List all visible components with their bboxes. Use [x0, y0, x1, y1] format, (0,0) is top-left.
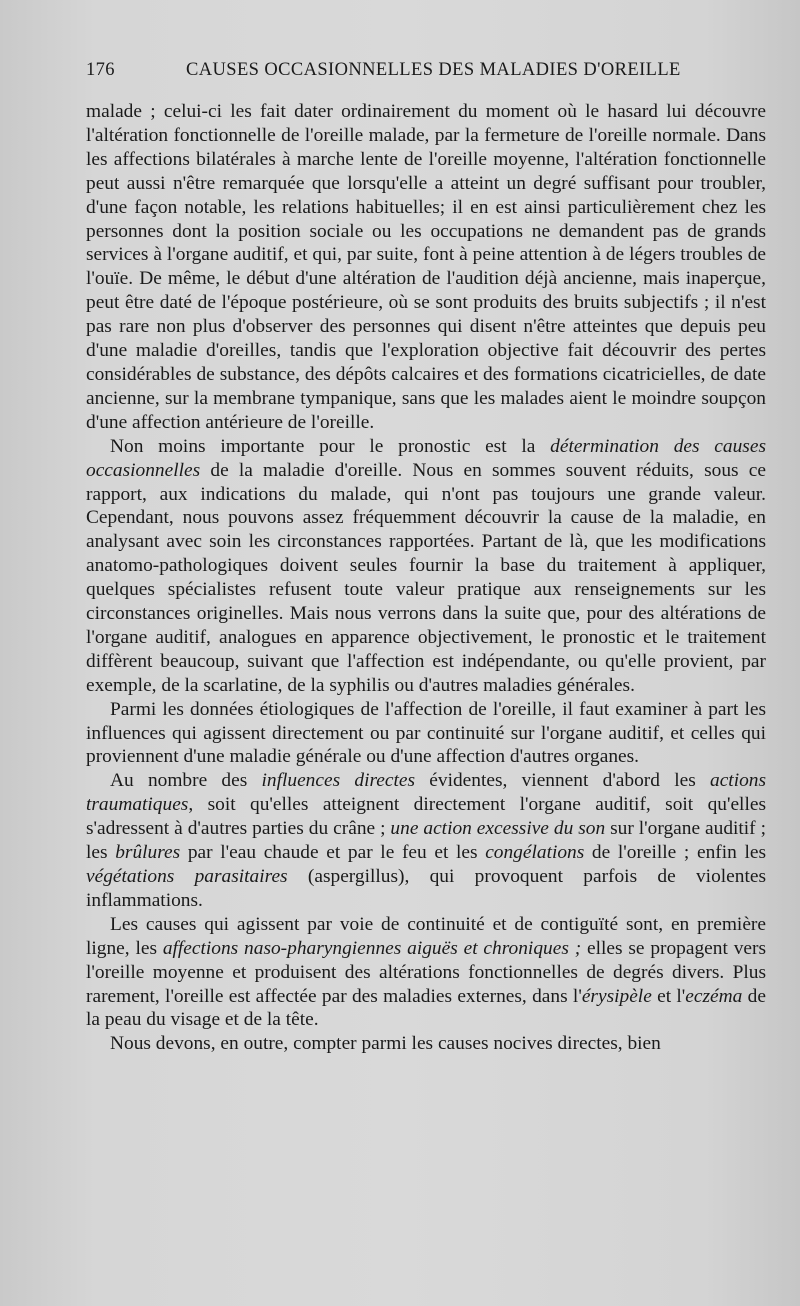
text-run: Au nombre des	[110, 770, 262, 792]
italic-run: affections naso-pharyngiennes aiguës et chroniques ;	[162, 937, 582, 959]
paragraph-4	[86, 769, 766, 912]
paragraph-6	[86, 1032, 766, 1056]
running-title: CAUSES OCCASIONNELLES DES MALADIES D'OREILLE	[186, 60, 681, 80]
italic-run: brûlures	[115, 842, 181, 864]
text-run: , soit qu'elles atteignent directement l'organe auditif, soit qu'elles s'adressent à d'autres parties du crâne ;	[86, 794, 766, 840]
text-run: par l'eau chaude et par le feu et les	[180, 842, 486, 864]
page-number: 176	[86, 60, 115, 80]
text-run: Les causes qui agissent par voie de continuité et de contiguïté sont, en première ligne, les	[86, 913, 766, 959]
italic-run: eczéma	[685, 985, 743, 1007]
text-run: Parmi les données étiologiques de l'affection de l'oreille, il faut examiner à part les influences qui agissent directement ou par continuité sur l'organe auditif, et celles qui proviennent d'une maladie générale ou d'une affection d'autres organes.	[86, 698, 766, 768]
text-run: et l'	[651, 985, 686, 1007]
text-run: Nous devons, en outre, compter parmi les causes nocives directes, bien	[110, 1033, 661, 1055]
text-run: elles se propagent vers l'oreille moyenne et produisent des altérations fonctionnelles de degrés divers. Plus rarement, l'oreille est affectée par des maladies externes, dans l'	[86, 937, 766, 1007]
text-run: Non moins importante pour le pronostic est la	[110, 435, 551, 457]
italic-run: actions traumatiques	[86, 770, 767, 816]
text-run: malade ; celui-ci les fait dater ordinairement du moment où le hasard lui découvre l'altération fonctionnelle de l'oreille malade, par la fermeture de l'oreille normale. Dans les affections bilatérales à marche lente de l'oreille moyenne, l'altération fonctionnelle peut aussi n'être remarquée que lorsqu'elle a atteint un degré suffisant pour troubler, d'une façon notable, les relations habituelles; il en est ainsi particulièrement chez les personnes dont la position sociale ou les occupations ne demandent pas de grands services à l'organe auditif, et qui, par suite, font à peine attention à de légers troubles de l'ouïe. De même, le début d'une altération de l'audition déjà ancienne, mais inaperçue, peut être daté de l'époque postérieure, où se sont produits des bruits subjectifs ; il n'est pas rare non plus d'observer des personnes qui disent n'être atteintes que depuis peu d'une maladie d'oreilles, tandis que l'exploration objective fait découvrir des pertes considérables de substance, des dépôts calcaires et des formations cicatricielles, de date ancienne, sur la membrane tympanique, sans que les malades aient le moindre soupçon d'une affection antérieure de l'oreille.	[86, 101, 766, 433]
paragraph-2	[86, 435, 766, 698]
italic-run: érysipèle	[581, 985, 652, 1007]
paragraph-5	[86, 913, 766, 1033]
italic-run: une action excessive du son	[390, 818, 606, 840]
text-run: de la peau du visage et de la tête.	[86, 985, 766, 1031]
paragraph-3	[86, 698, 766, 770]
page-header	[86, 60, 714, 86]
paragraph-1	[86, 100, 766, 435]
italic-run: détermination des causes occasionnelles	[86, 435, 766, 481]
text-run: de la maladie d'oreille. Nous en sommes souvent réduits, sous ce rapport, aux indications du malade, qui n'ont pas toujours une grande valeur. Cependant, nous pouvons assez fréquemment découvrir la cause de la maladie, en analysant avec soin les circonstances rapportées. Partant de là, que les modifications anatomo-pathologiques doivent seules fournir la base du traitement à appliquer, quelques spécialistes refusent toute valeur pratique aux renseignements sur les circonstances originelles. Mais nous verrons dans la suite que, pour des altérations de l'organe auditif, analogues en apparence objectivement, le pronostic et le traitement diffèrent beaucoup, suivant que l'affection est indépendante, ou qu'elle provient, par exemple, de la scarlatine, de la syphilis ou d'autres maladies générales.	[86, 459, 766, 696]
text-run: évidentes, viennent d'abord les	[415, 770, 710, 792]
text-run: (aspergillus), qui provoquent parfois de violentes inflammations.	[86, 866, 766, 911]
text-run: de l'oreille ; enfin les	[584, 842, 767, 864]
italic-run: végétations parasitaires	[86, 866, 288, 887]
body-text	[86, 100, 766, 1056]
italic-run: influences directes	[261, 770, 416, 792]
text-run: sur l'organe auditif ; les	[86, 818, 766, 864]
italic-run: congélations	[485, 842, 585, 864]
